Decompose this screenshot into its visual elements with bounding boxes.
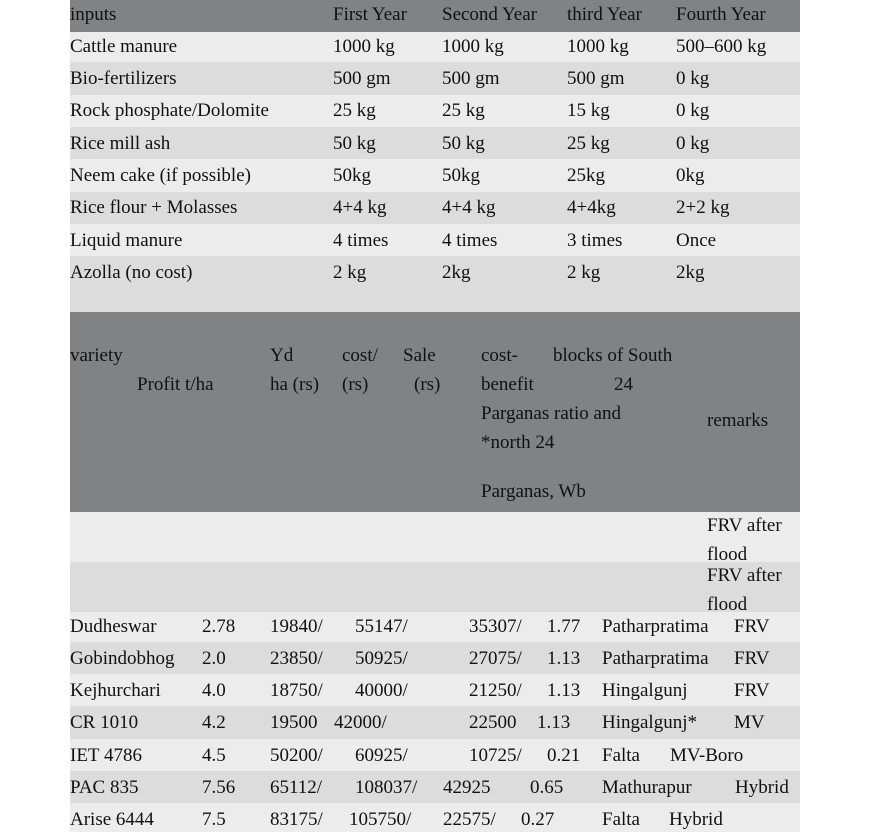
table-cell: Neem cake (if possible) <box>70 165 251 186</box>
table-cell: 50 kg <box>333 133 376 154</box>
header-cost-benefit: Parganas, Wb <box>481 481 586 502</box>
inputs-header-cell: third Year <box>567 4 642 25</box>
table-cell: 50 kg <box>442 133 485 154</box>
header-cost-benefit: *north 24 <box>481 432 555 453</box>
table-cell: 1000 kg <box>442 36 504 57</box>
table-cell: 55147/ <box>355 616 408 637</box>
table-cell: 0.27 <box>521 809 555 830</box>
inputs-header-cell: Fourth Year <box>676 4 766 25</box>
table-cell: Bio-fertilizers <box>70 68 177 89</box>
table-cell: 2 kg <box>567 262 601 283</box>
table-cell: 1000 kg <box>333 36 395 57</box>
table-cell: FRV <box>734 616 770 637</box>
table-cell: Gobindobhog <box>70 648 175 669</box>
table-cell: 500–600 kg <box>676 36 767 57</box>
table-cell: Mathurapur <box>602 777 692 798</box>
table-cell: 42925 <box>443 777 491 798</box>
table-cell: 40000/ <box>355 680 408 701</box>
header-cost-benefit: cost- <box>481 345 518 366</box>
table-cell: 1.13 <box>547 680 581 701</box>
table-cell: CR 1010 <box>70 712 139 733</box>
inputs-header-cell: Second Year <box>442 4 537 25</box>
table-cell: 22575/ <box>443 809 496 830</box>
note-text: FRV after <box>707 515 782 536</box>
table-cell: 500 gm <box>442 68 500 89</box>
table-cell: 2+2 kg <box>676 197 730 218</box>
table-cell: 2kg <box>676 262 705 283</box>
note-row <box>70 562 800 615</box>
table-cell: 4+4 kg <box>333 197 387 218</box>
header-cost-benefit: Parganas ratio and <box>481 403 621 424</box>
table-cell: 105750/ <box>349 809 412 830</box>
table-cell: 10725/ <box>469 745 522 766</box>
table-cell: 83175/ <box>270 809 323 830</box>
table-cell: 23850/ <box>270 648 323 669</box>
table-cell: 4+4 kg <box>442 197 496 218</box>
table-cell: Hingalgunj <box>602 680 688 701</box>
table-cell: 15 kg <box>567 100 610 121</box>
header-cost-unit: (rs) <box>342 374 369 395</box>
table-cell: 3 times <box>567 230 623 251</box>
table-cell: Cattle manure <box>70 36 178 57</box>
table-cell: 25 kg <box>333 100 376 121</box>
table-cell: FRV <box>734 680 770 701</box>
table-cell: FRV <box>734 648 770 669</box>
table-cell: IET 4786 <box>70 745 142 766</box>
variety-header-row <box>70 312 800 512</box>
table-cell: 25 kg <box>442 100 485 121</box>
table-cell: 50kg <box>442 165 480 186</box>
header-yd: Yd <box>270 345 294 366</box>
table-cell: 22500 <box>469 712 517 733</box>
inputs-header-cell: First Year <box>333 4 407 25</box>
table-cell: 500 gm <box>333 68 391 89</box>
header-cost-benefit: benefit <box>481 374 534 395</box>
table-cell: 27075/ <box>469 648 522 669</box>
table-cell: MV <box>734 712 765 733</box>
table-cell: 4.0 <box>202 680 226 701</box>
table-cell: 2.0 <box>202 648 226 669</box>
header-blocks: 24 <box>614 374 633 395</box>
table-cell: 7.56 <box>202 777 236 798</box>
table-cell: MV-Boro <box>670 745 744 766</box>
table-cell: Rice mill ash <box>70 133 171 154</box>
table-cell: Patharpratima <box>602 648 709 669</box>
table-cell: 1000 kg <box>567 36 629 57</box>
table-cell: 42000/ <box>334 712 387 733</box>
table-cell: 1.13 <box>537 712 571 733</box>
table-cell: 50200/ <box>270 745 323 766</box>
table-cell: 21250/ <box>469 680 522 701</box>
table-cell: 35307/ <box>469 616 522 637</box>
header-blocks: blocks of South <box>553 345 673 366</box>
table-row <box>70 674 800 706</box>
table-cell: 18750/ <box>270 680 323 701</box>
table-cell: 4 times <box>442 230 498 251</box>
table-cell: 0 kg <box>676 68 710 89</box>
table-cell: 0 kg <box>676 133 710 154</box>
table-cell: Kejhurchari <box>70 680 161 701</box>
header-variety: variety <box>70 345 123 366</box>
header-profit: Profit t/ha <box>137 374 214 395</box>
table-cell: 7.5 <box>202 809 226 830</box>
note-row <box>70 512 800 565</box>
table-cell: 4 times <box>333 230 389 251</box>
table-cell: 0kg <box>676 165 705 186</box>
table-cell: 4+4kg <box>567 197 616 218</box>
table-cell: Falta <box>602 745 640 766</box>
table-cell: Arise 6444 <box>70 809 154 830</box>
table-cell: 50925/ <box>355 648 408 669</box>
table-cell: Rice flour + Molasses <box>70 197 238 218</box>
table-cell: 0.65 <box>530 777 564 798</box>
header-remarks: remarks <box>707 410 769 431</box>
table-cell: Dudheswar <box>70 616 157 637</box>
note-text: FRV after <box>707 565 782 586</box>
table-cell: 500 gm <box>567 68 625 89</box>
table-cell: Hingalgunj* <box>602 712 697 733</box>
inputs-header-cell: inputs <box>70 4 117 25</box>
table-cell: PAC 835 <box>70 777 139 798</box>
note-text: flood <box>707 544 748 565</box>
table-cell: 25kg <box>567 165 605 186</box>
table-cell: Hybrid <box>735 777 789 798</box>
table-cell: 0 kg <box>676 100 710 121</box>
header-cost: cost/ <box>342 345 378 366</box>
header-sale-unit: (rs) <box>414 374 441 395</box>
note-text: flood <box>707 594 748 615</box>
table-cell: 19840/ <box>270 616 323 637</box>
table-cell: Falta <box>602 809 640 830</box>
table-cell: Once <box>676 230 717 251</box>
table-cell: 2.78 <box>202 616 236 637</box>
table-cell: 65112/ <box>270 777 323 798</box>
table-cell: 1.13 <box>547 648 581 669</box>
table-cell: Azolla (no cost) <box>70 262 193 283</box>
table-cell: Hybrid <box>669 809 723 830</box>
table-cell: 19500 <box>270 712 318 733</box>
table-cell: 4.5 <box>202 745 226 766</box>
table-cell: 4.2 <box>202 712 226 733</box>
table-cell: Patharpratima <box>602 616 709 637</box>
table-cell: 25 kg <box>567 133 610 154</box>
table-cell: 108037/ <box>355 777 418 798</box>
header-yd-unit: ha (rs) <box>270 374 320 395</box>
table-cell: 1.77 <box>547 616 581 637</box>
table-cell: 60925/ <box>355 745 408 766</box>
table-cell: 50kg <box>333 165 371 186</box>
table-cell: 0.21 <box>547 745 581 766</box>
table-cell: 2 kg <box>333 262 367 283</box>
header-sale: Sale <box>403 345 436 366</box>
table-cell: Liquid manure <box>70 230 183 251</box>
table-cell: Rock phosphate/Dolomite <box>70 100 269 121</box>
table-cell: 2kg <box>442 262 471 283</box>
